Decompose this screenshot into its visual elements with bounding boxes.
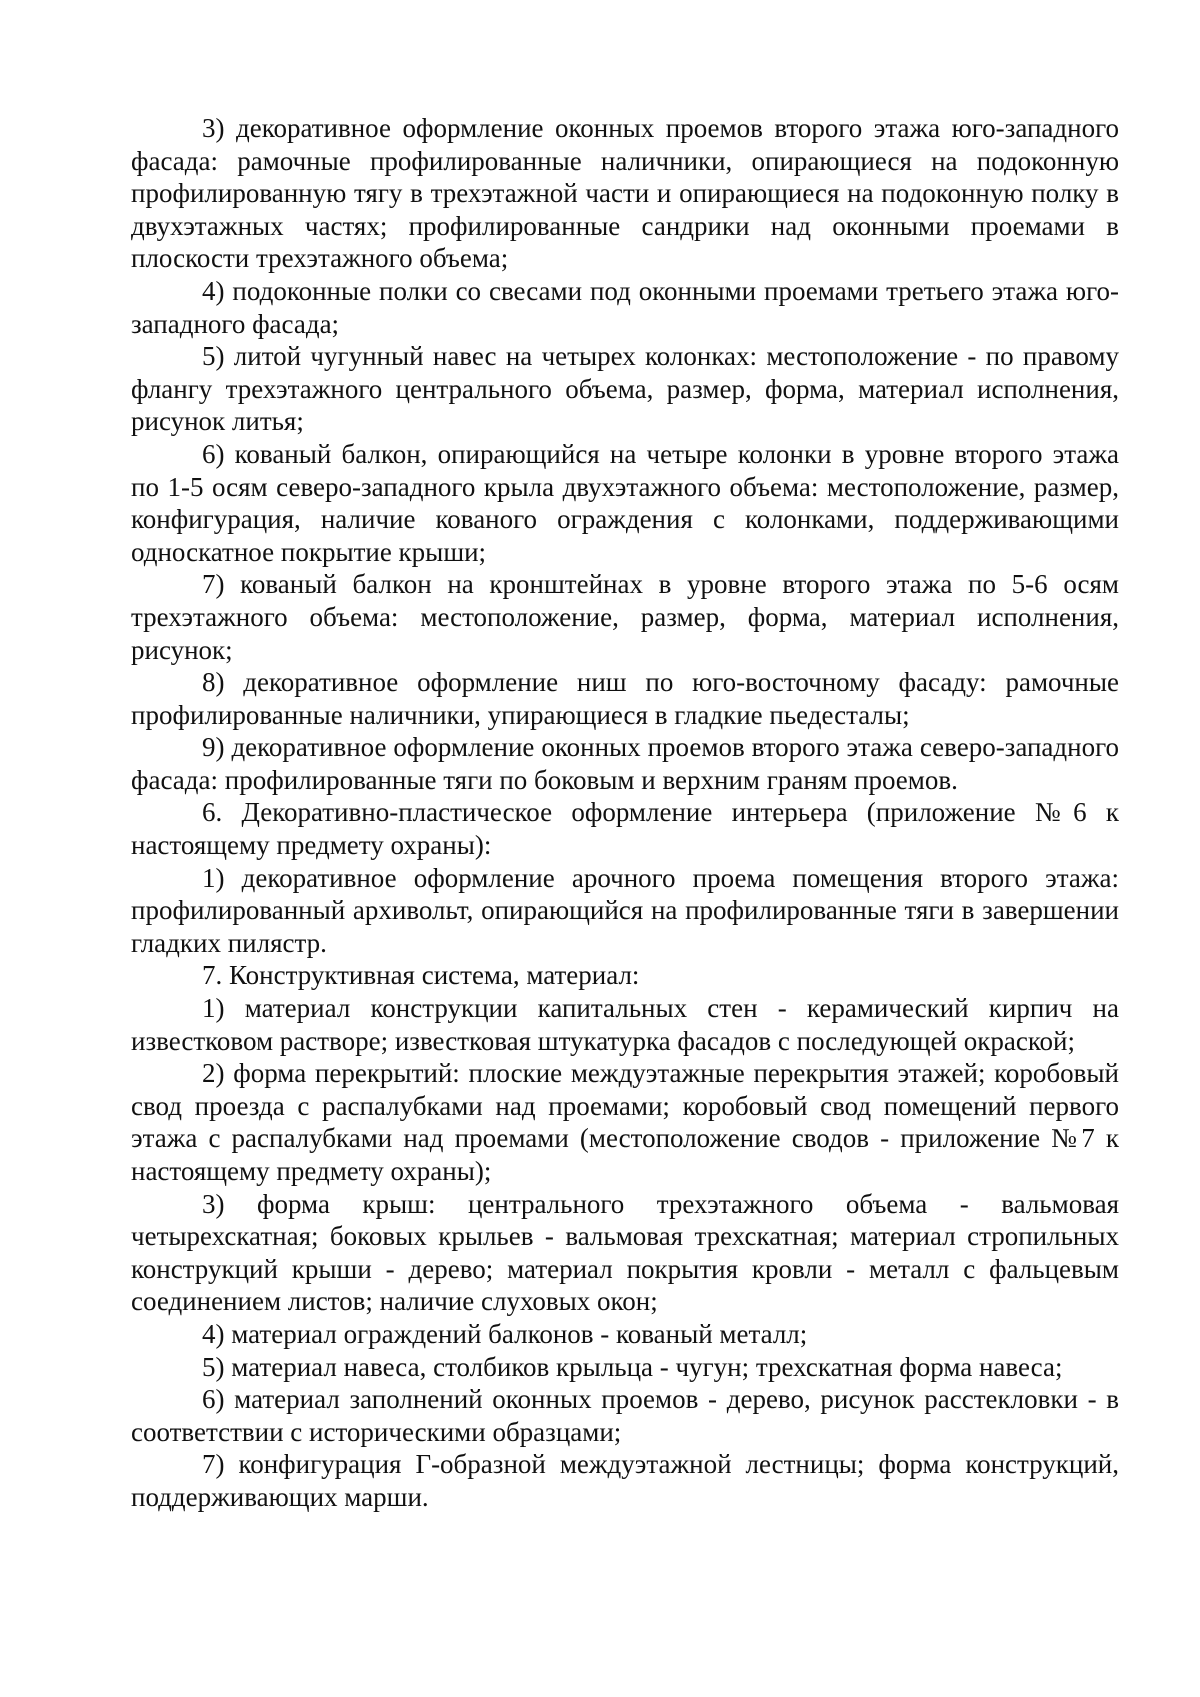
paragraph-window-fillings: 6) материал заполнений оконных проемов - дерево, рисунок расстекловки - в соответствии с историческими образцами; bbox=[131, 1384, 1119, 1447]
paragraph-window-sills: 4) подоконные полки со свесами под оконными проемами третьего этажа юго-западного фасада; bbox=[131, 275, 1119, 339]
paragraph-staircase: 7) конфигурация Г-образной междуэтажной лестницы; форма конструкций, поддерживающих марши. bbox=[131, 1449, 1119, 1512]
paragraph-facade-nw-windows: 9) декоративное оформление оконных проемов второго этажа северо-западного фасада: профилированные тяги по боковым и верхним граням проемов. bbox=[131, 732, 1119, 795]
paragraph-facade-sw-windows: 3) декоративное оформление оконных проемов второго этажа юго-западного фасада: рамочные профилированные наличники, опирающиеся на подоконную профилированную тягу в трехэтажной части и опирающиеся на подоконную полку в двухэтажных частях; профилированные сандрики над оконными проемами в плоскости трехэтажного объема; bbox=[131, 113, 1119, 274]
document-page bbox=[131, 112, 1119, 1514]
paragraph-arch-opening: 1) декоративное оформление арочного проема помещения второго этажа: профилированный архивольт, опирающийся на профилированные тяги в завершении гладких пилястр. bbox=[131, 862, 1119, 958]
paragraph-balcony-railings: 4) материал ограждений балконов - кованый металл; bbox=[202, 1318, 808, 1349]
paragraph-cast-iron-canopy: 5) литой чугунный навес на четырех колонках: местоположение - по правому флангу трехэтажного центрального объема, размер, форма, материал исполнения, рисунок литья; bbox=[131, 341, 1119, 437]
paragraph-forged-balcony-brackets: 7) кованый балкон на кронштейнах в уровне второго этажа по 5-6 осям трехэтажного объема: местоположение, размер, форма, материал исполнения, рисунок; bbox=[131, 569, 1119, 665]
paragraph-roofs: 3) форма крыш: центрального трехэтажного объема - вальмовая четырехскатная; боковых крыльев - вальмовая трехскатная; материал стропильных конструкций крыши - дерево; материал покрытия кровли - металл с фальцевым соединением листов; наличие слуховых окон; bbox=[131, 1188, 1119, 1317]
section-heading-interior: 6. Декоративно-пластическое оформление интерьера (приложение №6 к настоящему предмету охраны): bbox=[131, 797, 1119, 861]
paragraph-walls-material: 1) материал конструкции капитальных стен - керамический кирпич на известковом растворе; известковая штукатурка фасадов с последующей окраской; bbox=[131, 993, 1119, 1056]
paragraph-floors-vaults: 2) форма перекрытий: плоские междуэтажные перекрытия этажей; коробовый свод проезда с распалубками над проемами; коробовый свод помещений первого этажа с распалубками над проемами (местоположение сводов - приложение №7 к настоящему предмету охраны); bbox=[131, 1058, 1119, 1186]
paragraph-niches-se-facade: 8) декоративное оформление ниш по юго-восточному фасаду: рамочные профилированные наличники, упирающиеся в гладкие пьедесталы; bbox=[131, 667, 1119, 730]
paragraph-forged-balcony-columns: 6) кованый балкон, опирающийся на четыре колонки в уровне второго этажа по 1-5 осям северо-западного крыла двухэтажного объема: местоположение, размер, конфигурация, наличие кованого ограждения с колонками, поддерживающими односкатное покрытие крыши; bbox=[131, 438, 1119, 567]
paragraph-canopy-material: 5) материал навеса, столбиков крыльца - чугун; трехскатная форма навеса; bbox=[202, 1351, 1063, 1382]
section-heading-structure: 7. Конструктивная система, материал: bbox=[202, 960, 640, 991]
